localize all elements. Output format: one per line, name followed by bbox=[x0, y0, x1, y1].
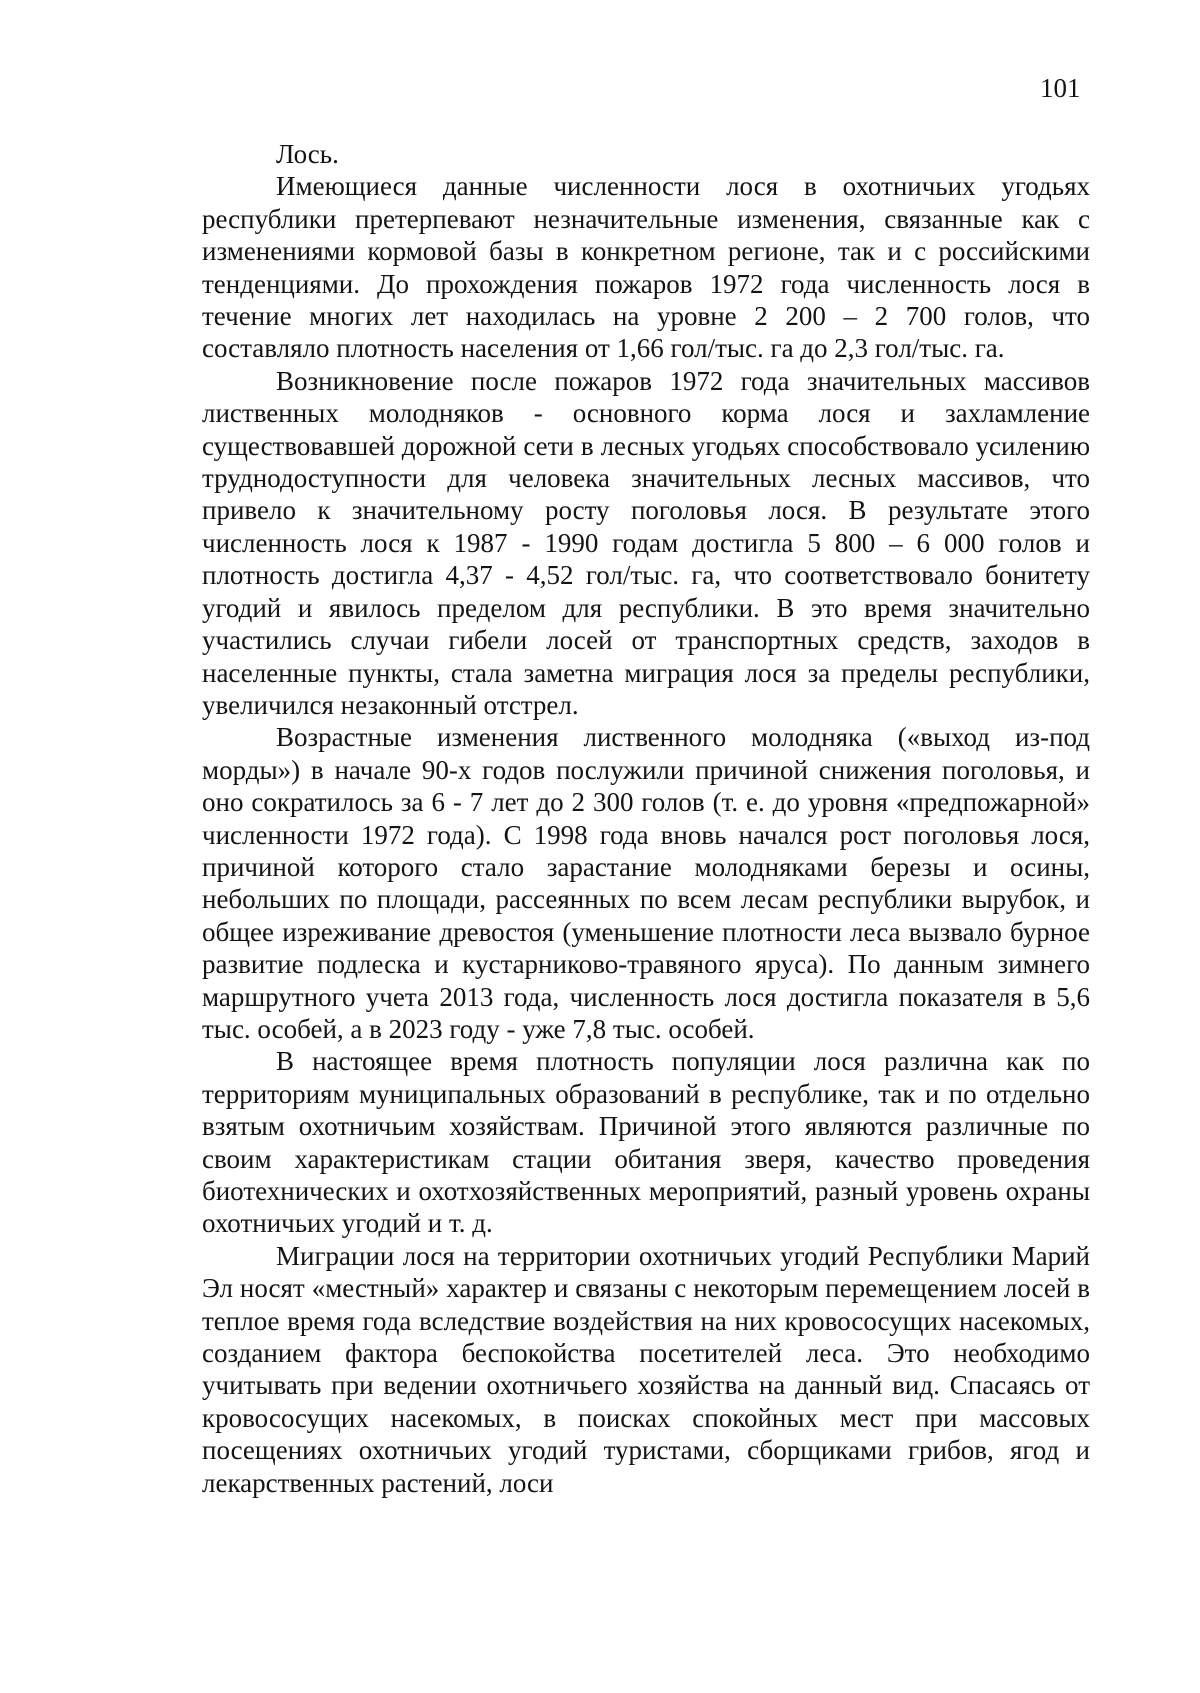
body-text bbox=[202, 138, 1090, 1499]
paragraph-density-variation: В настоящее время плотность популяции лося различна как по территориям муниципальных образований в республике, так и по отдельно взятым охотничьим хозяйствам. Причиной этого являются различные по своим характеристикам стации обитания зверя, качество проведения биотехнических и охотхозяйственных мероприятий, разный уровень охраны охотничьих угодий и т. д. bbox=[202, 1046, 1090, 1239]
paragraph-population-decline-and-recovery: Возрастные изменения лиственного молодняка («выход из-под морды») в начале 90-х годов послужили причиной снижения поголовья, и оно сократилось за 6 - 7 лет до 2 300 голов (т. е. до уровня «предпожарной» численности 1972 года). С 1998 года вновь начался рост поголовья лося, причиной которого стало зарастание молодняками березы и осины, небольших по площади, рассеянных по всем лесам республики вырубок, и общее изреживание древостоя (уменьшение плотности леса вызвало бурное развитие подлеска и кустарниково-травяного яруса). По данным зимнего маршрутного учета 2013 года, численность лося достигла показателя в 5,6 тыс. особей, а в 2023 году - уже 7,8 тыс. особей. bbox=[202, 722, 1090, 1044]
section-title: Лось. bbox=[276, 139, 339, 169]
paragraph-moose-population-intro: Имеющиеся данные численности лося в охотничьих угодьях республики претерпевают незначительные изменения, связанные как с изменениями кормовой базы в конкретном регионе, так и с российскими тенденциями. До прохождения пожаров 1972 года численность лося в течение многих лет находилась на уровне 2 200 – 2 700 голов, что составляло плотность населения от 1,66 гол/тыс. га до 2,3 гол/тыс. га. bbox=[202, 171, 1090, 364]
paragraph-migrations: Миграции лося на территории охотничьих угодий Республики Марий Эл носят «местный» характер и связаны с некоторым перемещением лосей в теплое время года вследствие воздействия на них кровососущих насекомых, созданием фактора беспокойства посетителей леса. Это необходимо учитывать при ведении охотничьего хозяйства на данный вид. Спасаясь от кровососущих насекомых, в поисках спокойных мест при массовых посещениях охотничьих угодий туристами, сборщиками грибов, ягод и лекарственных растений, лоси bbox=[202, 1240, 1090, 1498]
page-number: 101 bbox=[1040, 73, 1081, 103]
paragraph-post-fire-growth: Возникновение после пожаров 1972 года значительных массивов лиственных молодняков - основного корма лося и захламление существовавшей дорожной сети в лесных угодьях способствовало усилению труднодоступности для человека значительных лесных массивов, что привело к значительному росту поголовья лося. В результате этого численность лося к 1987 - 1990 годам достигла 5 800 – 6 000 голов и плотность достигла 4,37 - 4,52 гол/тыс. га, что соответствовало бонитету угодий и явилось пределом для республики. В это время значительно участились случаи гибели лосей от транспортных средств, заходов в населенные пункты, стала заметна миграция лося за пределы республики, увеличился незаконный отстрел. bbox=[202, 365, 1090, 720]
